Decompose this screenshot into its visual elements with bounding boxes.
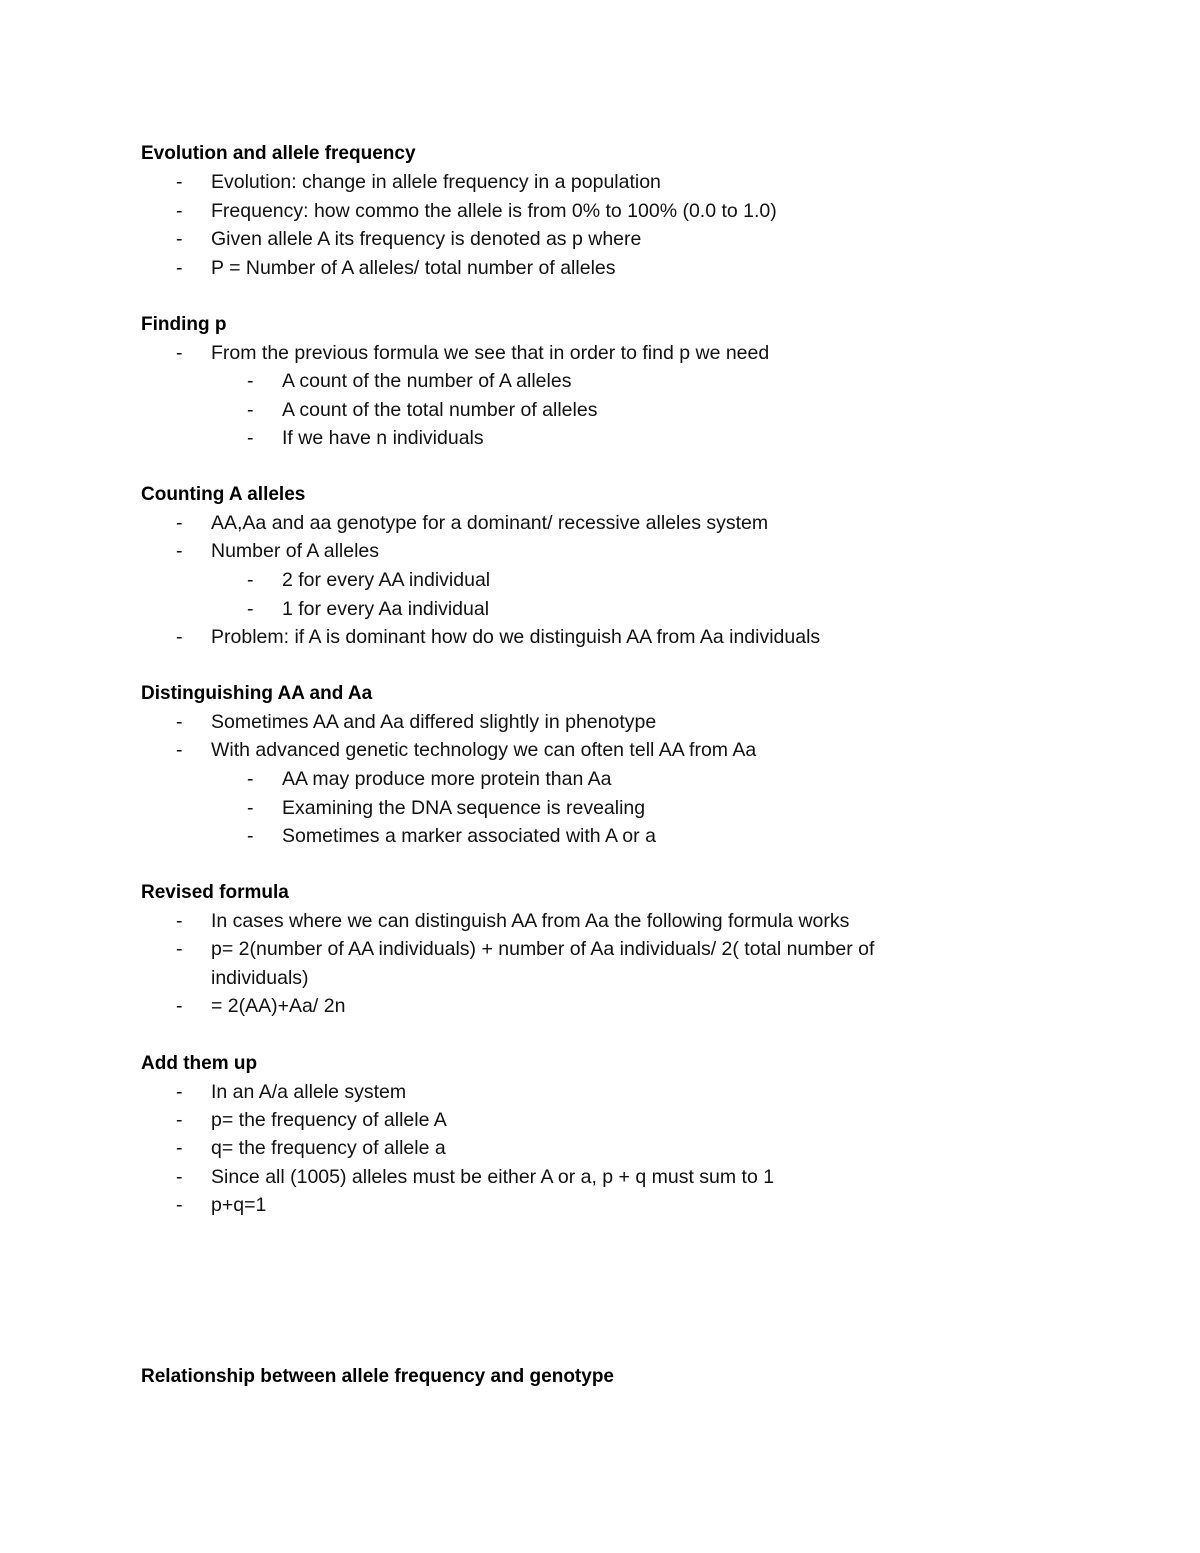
bullet-dash: -: [176, 1137, 183, 1159]
bullet-dash: -: [176, 626, 183, 648]
bullet-text: In cases where we can distinguish AA from Aa the following formula works: [211, 910, 850, 932]
bullet-text: In an A/a allele system: [211, 1081, 407, 1103]
bullet-dash: -: [247, 598, 254, 620]
bullet-text: p+q=1: [211, 1194, 267, 1216]
bullet-dash: -: [176, 910, 183, 932]
bullet-dash: -: [176, 938, 183, 960]
section-heading: Counting A alleles: [141, 484, 306, 505]
bullet-text: Evolution: change in allele frequency in a population: [211, 171, 661, 193]
bullet-dash: -: [176, 257, 183, 279]
bullet-text: With advanced genetic technology we can often tell AA from Aa: [211, 739, 757, 761]
bullet-dash: -: [247, 399, 254, 421]
bullet-dash: -: [247, 427, 254, 449]
bullet-text: From the previous formula we see that in order to find p we need: [211, 342, 770, 364]
bullet-text: A count of the total number of alleles: [282, 399, 598, 421]
bullet-text: A count of the number of A alleles: [282, 370, 572, 392]
bullet-dash: -: [176, 200, 183, 222]
bullet-dash: -: [176, 739, 183, 761]
bullet-dash: -: [176, 171, 183, 193]
section-heading: Distinguishing AA and Aa: [141, 683, 373, 704]
section-heading: Evolution and allele frequency: [141, 143, 416, 164]
bullet-text: 1 for every Aa individual: [282, 598, 490, 620]
bullet-dash: -: [176, 1194, 183, 1216]
bullet-dash: -: [176, 540, 183, 562]
bullet-dash: -: [247, 569, 254, 591]
section-heading: Relationship between allele frequency and genotype: [141, 1366, 614, 1387]
bullet-text: Given allele A its frequency is denoted as p where: [211, 228, 642, 250]
bullet-dash: -: [176, 711, 183, 733]
bullet-text: Examining the DNA sequence is revealing: [282, 797, 646, 819]
bullet-text: AA may produce more protein than Aa: [282, 768, 612, 790]
bullet-text: Number of A alleles: [211, 540, 380, 562]
bullet-dash: -: [176, 342, 183, 364]
bullet-dash: -: [247, 370, 254, 392]
bullet-text: P = Number of A alleles/ total number of alleles: [211, 257, 616, 279]
section-heading: Revised formula: [141, 882, 289, 903]
bullet-dash: -: [176, 228, 183, 250]
bullet-text: If we have n individuals: [282, 427, 484, 449]
bullet-text: Problem: if A is dominant how do we distinguish AA from Aa individuals: [211, 626, 821, 648]
bullet-text: Sometimes a marker associated with A or a: [282, 825, 656, 847]
bullet-dash: -: [247, 768, 254, 790]
section-heading: Finding p: [141, 314, 227, 335]
bullet-text: p= the frequency of allele A: [211, 1109, 447, 1131]
section-heading: Add them up: [141, 1053, 258, 1074]
bullet-text: Frequency: how commo the allele is from 0% to 100% (0.0 to 1.0): [211, 200, 777, 222]
bullet-dash: -: [176, 1081, 183, 1103]
bullet-dash: -: [247, 797, 254, 819]
bullet-text: Sometimes AA and Aa differed slightly in phenotype: [211, 711, 657, 733]
bullet-text: AA,Aa and aa genotype for a dominant/ recessive alleles system: [211, 512, 769, 534]
bullet-dash: -: [176, 995, 183, 1017]
bullet-text: q= the frequency of allele a: [211, 1137, 446, 1159]
bullet-text: p= 2(number of AA individuals) + number of Aa individuals/ 2( total number of: [211, 938, 875, 960]
bullet-dash: -: [176, 1109, 183, 1131]
bullet-dash: -: [247, 825, 254, 847]
bullet-text: 2 for every AA individual: [282, 569, 491, 591]
bullet-dash: -: [176, 1166, 183, 1188]
bullet-text: = 2(AA)+Aa/ 2n: [211, 995, 346, 1017]
bullet-dash: -: [176, 512, 183, 534]
bullet-text: Since all (1005) alleles must be either A or a, p + q must sum to 1: [211, 1166, 775, 1188]
bullet-text: individuals): [211, 967, 309, 989]
